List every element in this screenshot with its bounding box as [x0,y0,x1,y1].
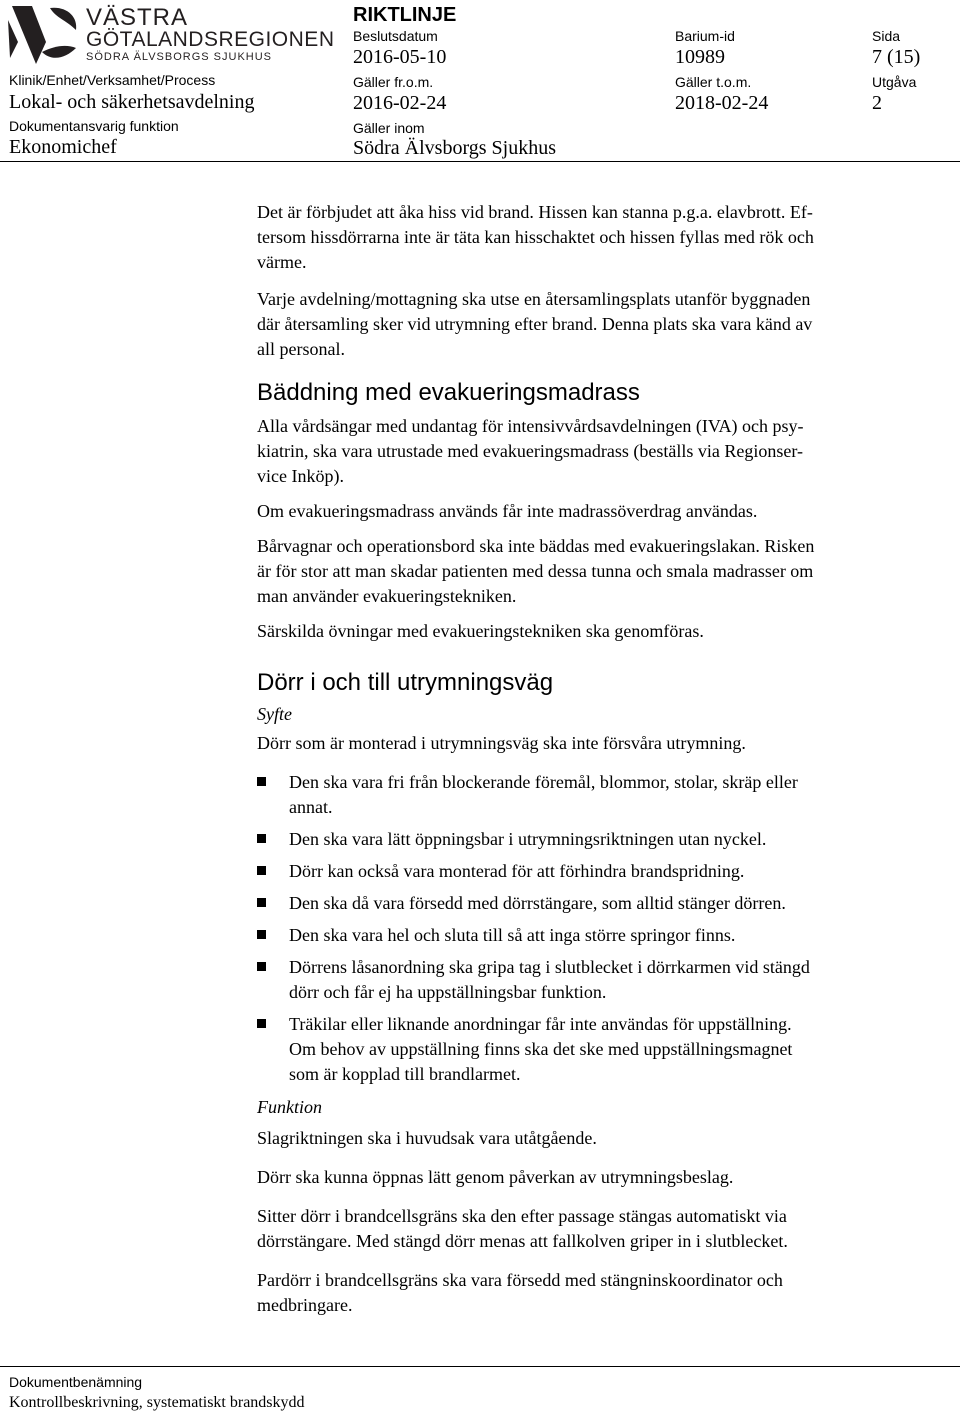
galler-from-value: 2016-02-24 [353,92,447,114]
square-bullet-icon [257,1019,266,1028]
list-item: Träkilar eller liknande anordningar får inte användas för uppställning. Om behov av uppställning finns ska det ske med uppställningsmagnet som är kopplad till brandlarmet. [257,1012,932,1087]
beslutsdatum-label: Beslutsdatum [353,28,438,44]
footer-divider [0,1366,960,1367]
galler-tom-value: 2018-02-24 [675,92,769,114]
paragraph: Varje avdelning/mottagning ska utse en återsamlingsplats utanför byggnaden där återsamling sker vid utrymning efter brand. Denna plats ska vara känd av all personal. [257,289,813,359]
utgava-value: 2 [872,92,882,114]
klinik-label: Klinik/Enhet/Verksamhet/Process [9,72,216,88]
sida-value: 7 (15) [872,46,921,68]
logo-line2: GÖTALANDSREGIONEN [86,28,335,51]
sida-label: Sida [872,28,901,44]
barium-id-label: Barium-id [675,28,735,44]
paragraph: Särskilda övningar med evakueringstekniken ska genomföras. [257,621,704,641]
dokumentbenamning-value: Kontrollbeskrivning, systematiskt brandskydd [9,1394,305,1411]
header-divider [0,161,960,162]
galler-tom-label: Gäller t.o.m. [675,74,752,90]
section-heading-dorr: Dörr i och till utrymningsväg [257,669,554,696]
dokumentbenamning-label: Dokumentbenämning [9,1374,143,1390]
galler-inom-label: Gäller inom [353,120,425,136]
paragraph: Pardörr i brandcellsgräns ska vara försedd med stängninskoordinator och medbringare. [257,1270,783,1315]
document-type: RIKTLINJE [353,4,457,26]
galler-from-label: Gäller fr.o.m. [353,74,434,90]
square-bullet-icon [257,866,266,875]
section-heading-baddning: Bäddning med evakueringsmadrass [257,379,640,406]
ansvarig-label: Dokumentansvarig funktion [9,118,179,134]
door-requirements-list [257,770,932,1087]
square-bullet-icon [257,834,266,843]
ansvarig-value: Ekonomichef [9,136,117,158]
document-body [257,200,932,1318]
logo [6,2,335,66]
list-item: Den ska vara fri från blockerande föremål, blommor, stolar, skräp eller annat. [257,770,932,820]
paragraph: Dörr ska kunna öppnas lätt genom påverkan av utrymningsbeslag. [257,1167,734,1187]
square-bullet-icon [257,930,266,939]
list-item: Den ska då vara försedd med dörrstängare, som alltid stänger dörren. [257,891,932,916]
paragraph: Bårvagnar och operationsbord ska inte bäddas med evakueringslakan. Risken är för stor att man skadar patienten med dessa tunna och smala madrasser om man använder evakueringstekniken. [257,536,815,606]
paragraph: Dörr som är monterad i utrymningsväg ska inte försvåra utrymning. [257,733,746,753]
paragraph: Slagriktningen ska i huvudsak vara utåtgående. [257,1128,597,1148]
subheading-syfte: Syfte [257,704,292,724]
utgava-label: Utgåva [872,74,917,90]
list-item: Den ska vara lätt öppningsbar i utrymningsriktningen utan nyckel. [257,827,932,852]
square-bullet-icon [257,962,266,971]
logo-line1: VÄSTRA [86,4,189,31]
paragraph: Sitter dörr i brandcellsgräns ska den efter passage stängas automatiskt via dörrstängare. Med stängd dörr menas att fallkolven griper in i slutblecket. [257,1206,788,1251]
beslutsdatum-value: 2016-05-10 [353,46,447,68]
list-item: Den ska vara hel och sluta till så att inga större springor finns. [257,923,932,948]
list-item: Dörr kan också vara monterad för att förhindra brandspridning. [257,859,932,884]
galler-inom-value: Södra Älvsborgs Sjukhus [353,137,556,159]
barium-id-value: 10989 [675,46,725,68]
logo-line3: SÖDRA ÄLVSBORGS SJUKHUS [86,51,273,63]
paragraph: Det är förbjudet att åka hiss vid brand. Hissen kan stanna p.g.a. elavbrott. Ef- tersom hissdörrarna inte är täta kan hisschaktet och hissen fyllas med rök och värme. [257,202,814,272]
klinik-value: Lokal- och säkerhetsavdelning [9,91,255,113]
list-item: Dörrens låsanordning ska gripa tag i slutblecket i dörrkarmen vid stängd dörr och får ej ha uppställningsbar funktion. [257,955,932,1005]
square-bullet-icon [257,898,266,907]
region-logo-icon [6,2,82,66]
paragraph: Om evakueringsmadrass används får inte madrassöverdrag användas. [257,501,758,521]
subheading-funktion: Funktion [257,1097,322,1117]
square-bullet-icon [257,777,266,786]
paragraph: Alla vårdsängar med undantag för intensivvårdsavdelningen (IVA) och psy- kiatrin, ska vara utrustade med evakueringsmadrass (beställs via Regionser- vice Inköp). [257,416,804,486]
